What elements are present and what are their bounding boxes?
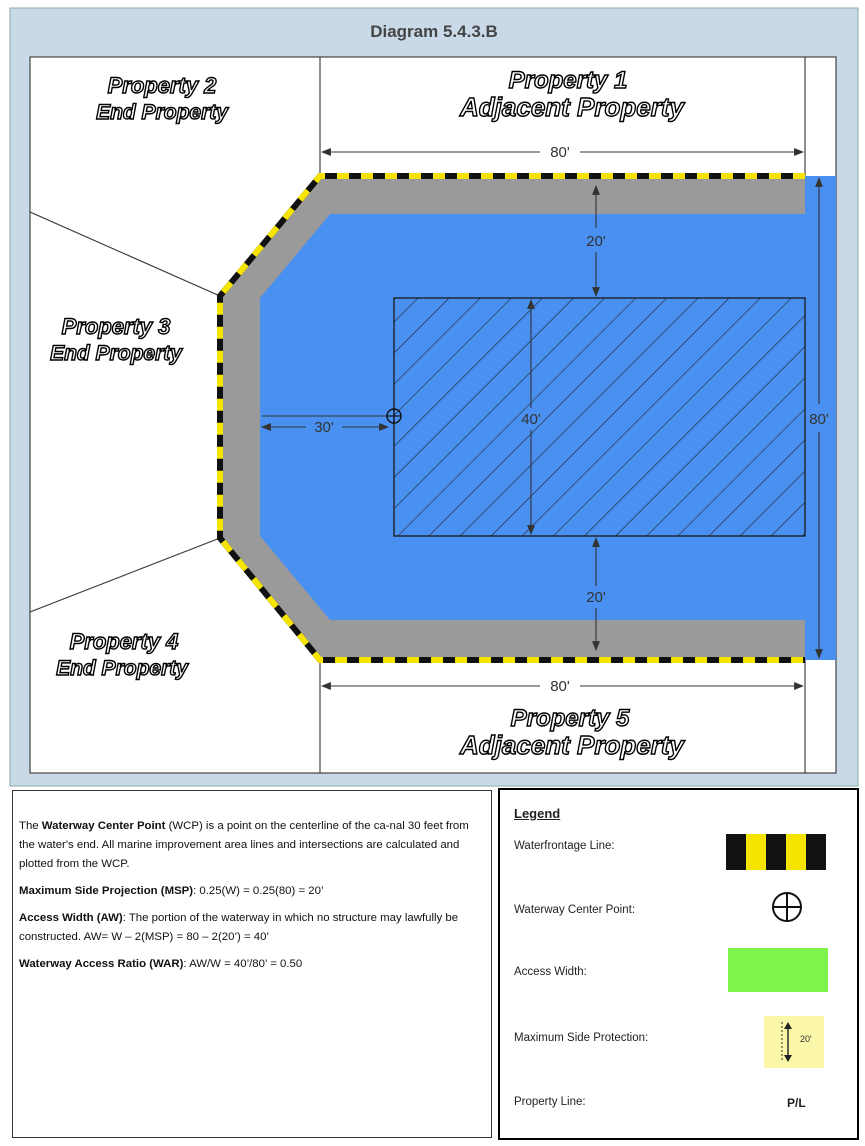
description-panel: [12, 790, 492, 1138]
property-2-name: Property 2: [107, 73, 217, 98]
property-2-type: End Property: [96, 101, 228, 124]
legend-wcp-label: Waterway Center Point:: [514, 904, 636, 916]
wcp-text: (WCP) is a point on the centerline of the ca-nal 30 feet from the water's end. All marine improvement area lines and intersections are calculated and plotted from the WCP.: [19, 820, 469, 870]
access-width-swatch: [728, 948, 828, 992]
property-5-type: Adjacent Property: [460, 730, 684, 760]
dim-end-setback: 30': [314, 419, 334, 436]
property-4-name: Property 4: [69, 629, 179, 654]
dim-canal-width: 80': [809, 411, 829, 428]
legend-waterfrontage-label: Waterfrontage Line:: [514, 840, 615, 852]
legend-msp-label: Maximum Side Protection:: [514, 1032, 649, 1044]
property-1-type: Adjacent Property: [460, 92, 684, 122]
dim-access-width: 40': [521, 411, 541, 428]
wcp-text-lead: The: [19, 820, 42, 832]
aw-term: Access Width (AW): [19, 912, 123, 924]
msp-text: : 0.25(W) = 0.25(80) = 20’: [193, 885, 324, 897]
aw-definition: [19, 909, 477, 947]
wcp-legend-icon: [770, 890, 804, 924]
war-definition: [19, 955, 477, 974]
msp-definition: [19, 882, 477, 901]
war-term: Waterway Access Ratio (WAR): [19, 958, 184, 970]
property-5-name: Property 5: [510, 705, 630, 732]
property-4-type: End Property: [56, 657, 188, 680]
property-line-symbol: P/L: [787, 1096, 806, 1110]
legend-panel: [498, 788, 859, 1140]
property-1-name: Property 1: [508, 67, 628, 94]
dim-bottom-setback: 20': [586, 589, 606, 606]
waterway-center-point-icon: [387, 409, 401, 423]
aw-text: : The portion of the waterway in which no structure may lawfully be constructed. AW= W – 2(MSP) = 80 – 2(20’) = 40’: [19, 912, 459, 943]
msp-arrow-icon: [764, 1016, 824, 1068]
diagram-title: Diagram 5.4.3.B: [370, 22, 498, 41]
property-3-type: End Property: [50, 342, 182, 365]
msp-term: Maximum Side Projection (MSP): [19, 885, 194, 897]
wcp-definition: [19, 817, 477, 874]
legend-title: Legend: [514, 806, 561, 821]
msp-swatch-text: 20': [800, 1034, 812, 1044]
waterfrontage-swatch: [726, 834, 826, 870]
dim-bottom-width: 80': [550, 678, 570, 695]
dim-top-setback: 20': [586, 233, 606, 250]
legend-property-line-label: Property Line:: [514, 1096, 586, 1108]
msp-swatch: [764, 1016, 824, 1068]
wcp-term: Waterway Center Point: [41, 820, 166, 832]
war-text: : AW/W = 40’/80’ = 0.50: [183, 958, 303, 970]
property-3-name: Property 3: [61, 314, 171, 339]
legend-access-width-label: Access Width:: [514, 966, 587, 978]
dim-top-width: 80': [550, 144, 570, 161]
